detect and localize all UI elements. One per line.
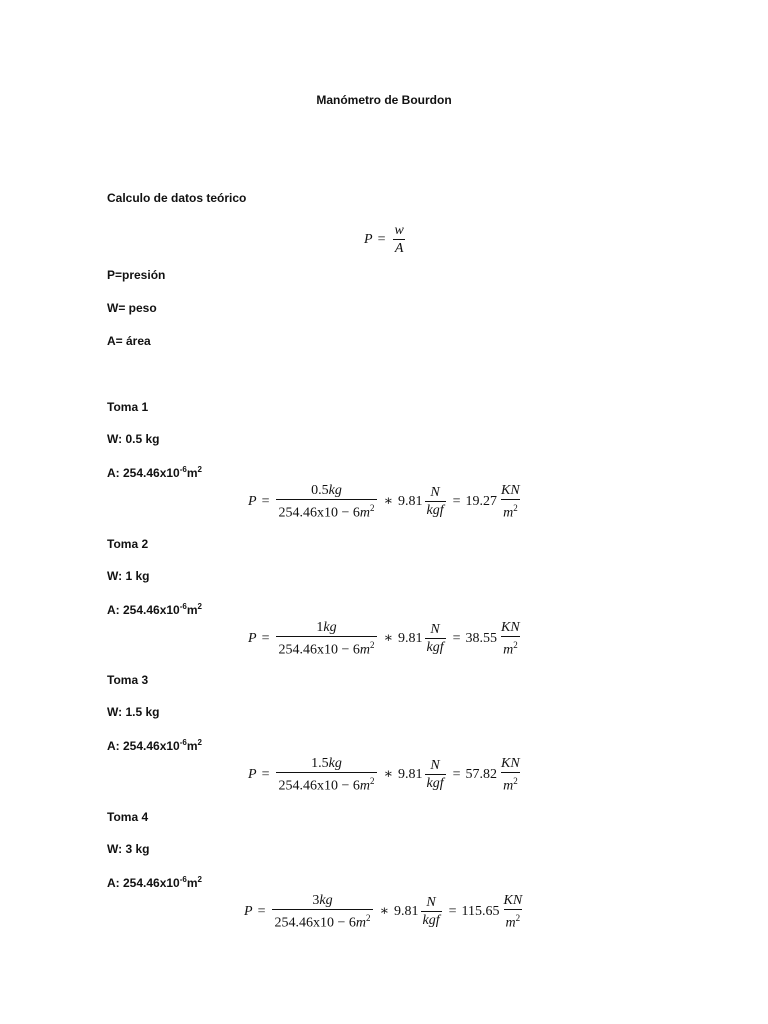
gravity-factor: 9.81 bbox=[394, 903, 419, 919]
gravity-factor: 9.81 bbox=[398, 630, 423, 646]
document-title: Manómetro de Bourdon bbox=[316, 93, 452, 107]
toma-area: A: $254.46x10^{-6}m^2$ bbox=[107, 738, 202, 753]
mass-unit: kg bbox=[319, 893, 333, 908]
toma-label: Toma 3 bbox=[107, 673, 149, 687]
toma-label: Toma 2 bbox=[107, 537, 149, 551]
toma-label: Toma 1 bbox=[107, 400, 149, 414]
formula-denominator: A bbox=[394, 241, 404, 256]
factor-unit-fraction: $\frac{N}{\text{kgf}}$ bbox=[426, 485, 444, 519]
mass-fraction: $\frac{1.5kg}{254.46x10 - 6m^2}$ bbox=[278, 756, 375, 794]
definition-pressure: P=presión bbox=[107, 268, 166, 282]
factor-unit-fraction: $\frac{N}{\text{kgf}}$ bbox=[426, 758, 444, 792]
formula-numerator: w bbox=[394, 223, 404, 238]
mass-unit: kg bbox=[328, 483, 342, 498]
toma-weight: W: 3 kg bbox=[107, 842, 150, 856]
toma-area: A: $254.46x10^{-6}m^2$ bbox=[107, 465, 202, 480]
factor-unit-fraction: $\frac{N}{\text{kgf}}$ bbox=[422, 895, 440, 929]
mass-fraction: $\frac{0.5kg}{254.46x10 - 6m^2}$ bbox=[278, 483, 375, 521]
gravity-factor: 9.81 bbox=[398, 766, 423, 782]
toma-weight: W: 1.5 kg bbox=[107, 705, 160, 719]
toma-equation: P = $\frac{0.5kg}{254.46x10 - 6m^2}$ ∗ 9.81 $\frac{N}{\text{kgf}}$ = 19.27 $\frac{KN}{m^2}$ bbox=[248, 483, 520, 521]
gravity-factor: 9.81 bbox=[398, 493, 423, 509]
mass-unit: kg bbox=[328, 756, 342, 771]
factor-unit-fraction: $\frac{N}{\text{kgf}}$ bbox=[426, 622, 444, 656]
toma-result: 57.82 bbox=[465, 766, 498, 782]
toma-weight: W: 0.5 kg bbox=[107, 432, 160, 446]
mass-fraction: $\frac{3kg}{254.46x10 - 6m^2}$ bbox=[274, 893, 371, 931]
mass-value: 1.5 bbox=[311, 756, 329, 771]
mass-value: 0.5 bbox=[311, 483, 329, 498]
mass-value: 1 bbox=[316, 620, 324, 635]
toma-area: A: $254.46x10^{-6}m^2$ bbox=[107, 602, 202, 617]
general-formula: P = $\frac{w}{A}$ bbox=[364, 223, 404, 256]
result-unit-fraction: $\frac{KN}{m^2}$ bbox=[501, 483, 520, 521]
mass-unit: kg bbox=[323, 620, 337, 635]
definition-area: A= área bbox=[107, 334, 151, 348]
result-unit-fraction: $\frac{KN}{m^2}$ bbox=[501, 756, 520, 794]
result-unit-fraction: $\frac{KN}{m^2}$ bbox=[501, 620, 520, 658]
toma-result: 38.55 bbox=[465, 630, 498, 646]
toma-equation: P = $\frac{1kg}{254.46x10 - 6m^2}$ ∗ 9.81 $\frac{N}{\text{kgf}}$ = 38.55 $\frac{KN}{m^2}$ bbox=[248, 620, 520, 658]
toma-area: A: $254.46x10^{-6}m^2$ bbox=[107, 875, 202, 890]
toma-result: 19.27 bbox=[465, 493, 498, 509]
toma-equation: P = $\frac{1.5kg}{254.46x10 - 6m^2}$ ∗ 9.81 $\frac{N}{\text{kgf}}$ = 57.82 $\frac{KN}{m^2}$ bbox=[248, 756, 520, 794]
mass-value: 3 bbox=[312, 893, 320, 908]
mass-fraction: $\frac{1kg}{254.46x10 - 6m^2}$ bbox=[278, 620, 375, 658]
toma-label: Toma 4 bbox=[107, 810, 149, 824]
result-unit-fraction: $\frac{KN}{m^2}$ bbox=[503, 893, 523, 931]
section-heading: Calculo de datos teórico bbox=[107, 191, 247, 205]
toma-result: 115.65 bbox=[461, 903, 500, 919]
formula-lhs: P bbox=[364, 231, 373, 247]
formula-fraction bbox=[392, 223, 405, 256]
toma-weight: W: 1 kg bbox=[107, 569, 150, 583]
definition-weight: W= peso bbox=[107, 301, 157, 315]
toma-equation: P = $\frac{3kg}{254.46x10 - 6m^2}$ ∗ 9.81 $\frac{N}{\text{kgf}}$ = 115.65 $\frac{KN}{m^2}$ bbox=[244, 893, 523, 931]
